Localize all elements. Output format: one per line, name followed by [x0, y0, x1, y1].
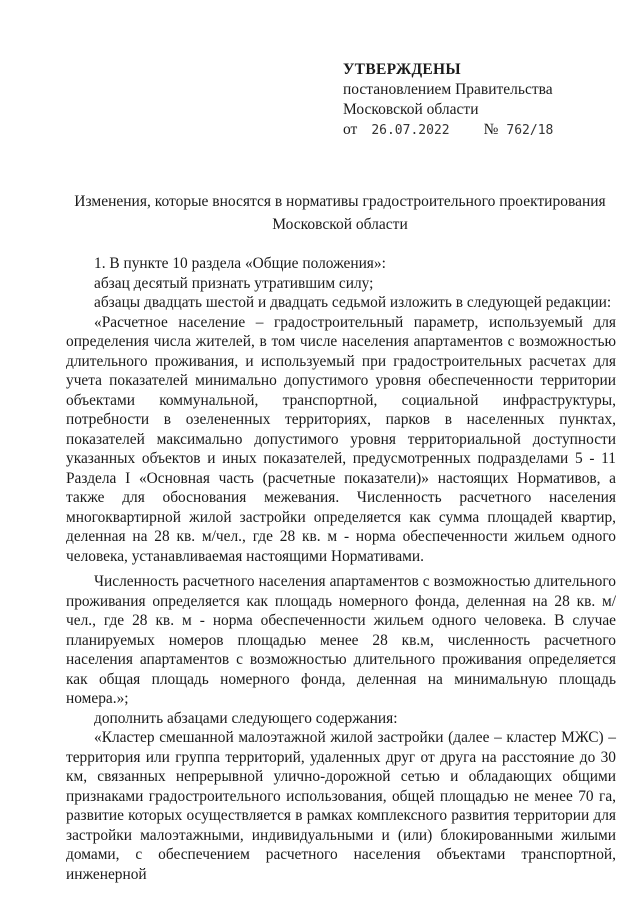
paragraph: дополнить абзацами следующего содержания: — [94, 709, 398, 727]
approval-block — [343, 60, 553, 141]
date-label: от — [343, 121, 358, 138]
paragraph: «Кластер смешанной малоэтажной жилой застройки (далее – кластер МЖС) – территория или группа территорий, удаленных друг от друга на расстояние до 30 км, связанных непрерывной улично-дорожной сетью и обладающих общими признаками градостроительного использования, общей площадью не менее 70 га, развитие которых осуществляется в рамках комплексного развития территории для застройки малоэтажными, индивидуальными и (или) блокированными жилыми домами, с обеспечением расчетного населения объектами транспортной, инженерной — [66, 729, 616, 883]
approval-line-2: Московской области — [343, 101, 479, 118]
paragraph: 1. В пункте 10 раздела «Общие положения»: — [94, 255, 386, 272]
heading-line-2: Московской области — [272, 216, 408, 233]
paragraph: абзацы двадцать шестой и двадцать седьмой изложить в следующей редакции: — [94, 294, 612, 311]
approval-line-1: постановлением Правительства — [343, 81, 553, 98]
date-value: 26.07.2022 — [371, 123, 450, 138]
paragraph: «Расчетное население – градостроительный параметр, используемый для определения числа жителей, в том числе населения апартаментов с возможностью длительного проживания, и используемый при градостроительных расчетах для учета показателей минимально допустимого уровня обеспеченности территории объектами коммунальной, транспортной, социальной инфраструктуры, потребности в озелененных территориях, парков в населенных пунктах, показателей максимально допустимого уровня территориальной доступности указанных объектов и иных показателей, предусмотренных подразделами 5 - 11 Раздела I «Основная часть (расчетные показатели)» настоящих Нормативов, а также для обоснования межевания. Численность расчетного населения многоквартирной жилой застройки определяется как сумма площадей квартир, деленная на 28 кв. м/чел., где 28 кв. м - норма обеспеченности жильем одного человека, устанавливаемая настоящими Нормативами. — [66, 313, 616, 565]
document-heading — [60, 190, 620, 236]
paragraph: абзац десятый признать утратившим силу; — [94, 274, 374, 292]
number-label: № — [483, 121, 499, 138]
approval-title: УТВЕРЖДЕНЫ — [343, 61, 461, 78]
approval-date-row — [343, 120, 553, 141]
paragraph: Численность расчетного населения апартаментов с возможностью длительного проживания определяется как площадь номерного фонда, деленная на 28 кв. м/чел., где 28 кв. м - норма обеспеченности жильем одного человека. В случае планируемых номеров площадью менее 28 кв.м, численность расчетного населения апартаментов с возможностью длительного проживания определяется как общая площадь номерного фонда, деленная на минимальную площадь номера.»; — [66, 573, 616, 707]
number-value: 762/18 — [506, 123, 554, 138]
document-body — [66, 254, 616, 884]
heading-line-1: Изменения, которые вносятся в нормативы градостроительного проектирования — [74, 193, 606, 210]
